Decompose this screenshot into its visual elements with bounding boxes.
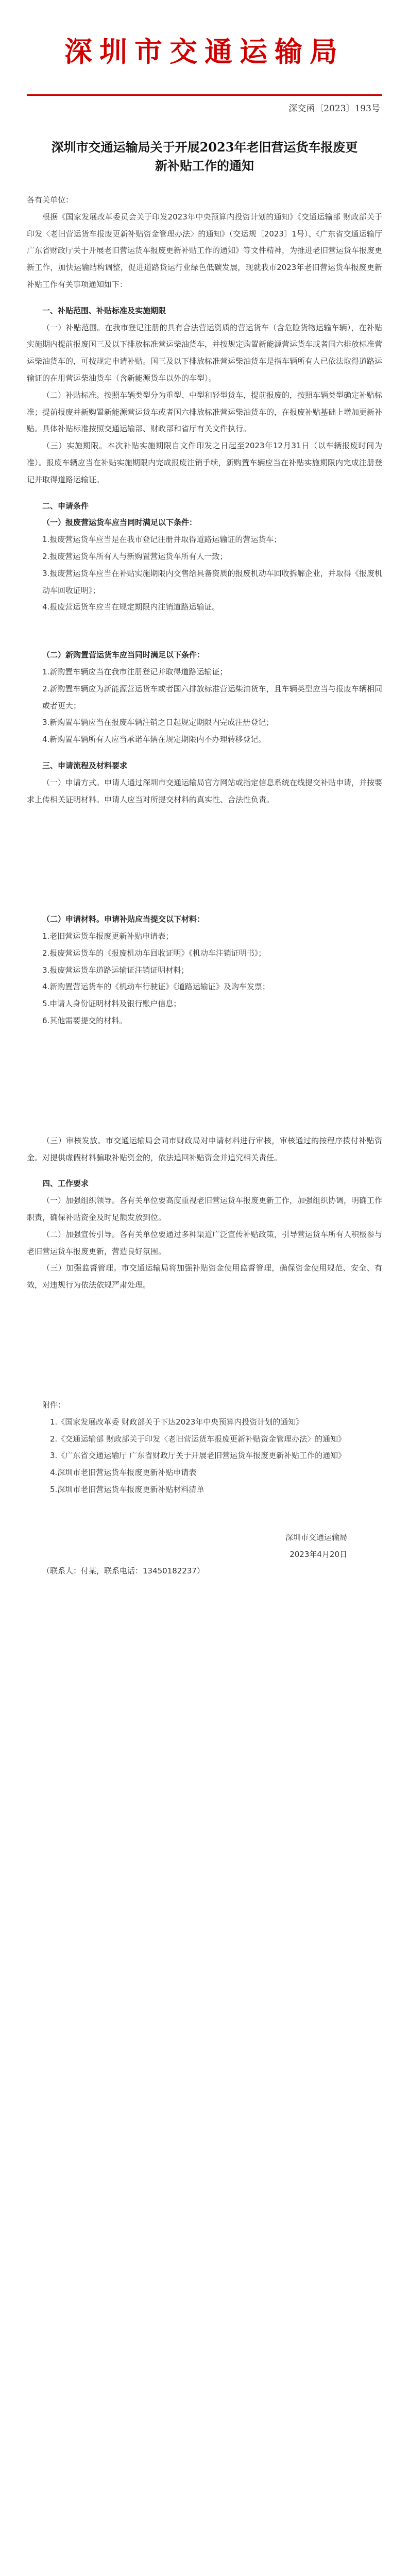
paragraph-scope: （一）补贴范围。在我市登记注册的具有合法营运资质的营运货车（含危险货物运输车辆），在补贴实施期内提前报废国三及以下排放标准营运柴油货车，并按规定购置新能源营运货车或者国六排放标准营运柴油货车的，可按规定申请补贴。国三及以下排放标准营运柴油货车是指车辆所有人已依法取得道路运输证的在用营运柴油货车（含新能源货车以外的车型）。 — [27, 323, 383, 383]
paragraph-publicity: （二）加强宣传引导。各有关单位要通过多种渠道广泛宣传补贴政策，引导营运货车所有人积极参与老旧营运货车报废更新，营造良好氛围。 — [27, 1229, 383, 1256]
document-number: 深交函〔2023〕193号 — [288, 104, 380, 114]
list-item: 2.报废营运货车的《报废机动车回收证明》《机动车注销证明书》； — [42, 948, 266, 958]
paragraph-apply-method: （一）申请方式。申请人通过深圳市交通运输局官方网站或指定信息系统在线提交补贴申请，并按要求上传相关证明材料。申请人应当对所提交材料的真实性、合法性负责。 — [27, 777, 383, 804]
masthead — [0, 0, 409, 114]
list-item: 2.报废营运货车所有人与新购置营运货车所有人一致； — [42, 551, 228, 561]
paragraph-standard: （二）补贴标准。按照车辆类型分为重型、中型和轻型货车，提前报废的，按照车辆类型确定补贴标准；提前报废并新购置新能源营运货车或者国六排放标准营运柴油货车的，在报废补贴基础上增加更新补贴。具体补贴标准按照交通运输部、财政部和省厅有关文件执行。 — [27, 390, 383, 434]
signing-date: 2023年4月20日 — [289, 1549, 347, 1559]
contact-info: （联系人：付某，联系电话：13450182237） — [42, 1566, 204, 1576]
list-item: 3.报废营运货车应当在补贴实施期限内交售给具备资质的报废机动车回收拆解企业，并取得《报废机动车回收证明》； — [42, 568, 382, 595]
list-item: 4.新购置车辆所有人应当承诺车辆在规定期限内不办理转移登记。 — [42, 735, 266, 744]
list-item: 1.新购置车辆应当在我市注册登记并取得道路运输证； — [42, 667, 228, 676]
attachment-item[interactable]: 1.《国家发展改革委 财政部关于下达2023年中央预算内投资计划的通知》 — [50, 1417, 304, 1427]
document-body — [27, 192, 382, 1580]
list-item: 5.申请人身份证明材料及银行账户信息； — [42, 999, 181, 1009]
signature-block — [27, 1529, 382, 1563]
list-item: 4.报废营运货车应当在规定期限内注销道路运输证。 — [42, 602, 220, 612]
subheading-materials: （二）申请材料。申请补贴应当提交以下材料： — [42, 914, 205, 924]
paragraph-period: （三）实施期限。本次补贴实施期限自文件印发之日起至2023年12月31日（以车辆报废时间为准）。报废车辆应当在补贴实施期限内完成报废注销手续，新购置车辆应当在补贴实施期限内完成注册登记并取得道路运输证。 — [27, 441, 382, 484]
attachment-item[interactable]: 2.《交通运输部 财政部关于印发〈老旧营运货车报废更新补贴资金管理办法〉的通知》 — [50, 1434, 346, 1444]
salutation: 各有关单位： — [27, 195, 74, 205]
list-item: 1.老旧营运货车报废更新补贴申请表； — [42, 931, 174, 941]
list-item: 6.其他需要提交的材料。 — [42, 1016, 127, 1026]
list-item: 3.报废营运货车道路运输证注销证明材料； — [42, 965, 189, 975]
section-heading-2: 二、申请条件 — [42, 501, 89, 511]
signing-organization: 深圳市交通运输局 — [285, 1532, 347, 1542]
attachment-item[interactable]: 4.深圳市老旧营运货车报废更新补贴申请表 — [50, 1468, 197, 1478]
section-heading-3: 三、申请流程及材料要求 — [42, 760, 128, 770]
paragraph-leadership: （一）加强组织领导。各有关单位要高度重视老旧营运货车报废更新工作，加强组织协调，明确工作职责，确保补贴资金及时足额发放到位。 — [27, 1196, 383, 1223]
list-item: 2.新购置车辆应为新能源营运货车或者国六排放标准营运柴油货车，且车辆类型应当与报废车辆相同或者更大； — [42, 684, 382, 710]
attachment-item[interactable]: 3.《广东省交通运输厅 广东省财政厅关于开展老旧营运货车报废更新补贴工作的通知》 — [50, 1451, 346, 1461]
section-heading-1: 一、补贴范围、补贴标准及实施期限 — [42, 306, 166, 315]
section-heading-4: 四、工作要求 — [42, 1179, 89, 1189]
subheading-scrap-conditions: （一）报废营运货车应当同时满足以下条件： — [42, 518, 197, 528]
list-item: 4.新购置营运货车的《机动车行驶证》《道路运输证》及购车发票； — [42, 982, 270, 992]
subheading-new-vehicle-conditions: （二）新购置营运货车应当同时满足以下条件： — [42, 650, 205, 660]
document-title: 深圳市交通运输局关于开展2023年老旧营运货车报废更新补贴工作的通知 — [51, 140, 358, 173]
attachments-label: 附件： — [42, 1400, 66, 1410]
masthead-title: 深圳市交通运输局 — [64, 35, 345, 68]
list-item: 3.新购置车辆应当在报废车辆注销之日起规定期限内完成注册登记； — [42, 718, 274, 727]
paragraph-supervision: （三）加强监督管理。市交通运输局将加强补贴资金使用监督管理，确保资金使用规范、安全、有效，对违规行为依法依规严肃处理。 — [27, 1263, 382, 1290]
intro-paragraph: 根据《国家发展改革委员会关于印发2023年中央预算内投资计划的通知》《交通运输部 财政部关于印发〈老旧营运货车报废更新补贴资金管理办法〉的通知》（交运规〔2023〕1号）、《广东省交通运输厅 广东省财政厅关于开展老旧营运货车报废更新补贴工作的通知》等文件精神，为推进老旧营运货车报废更新工作，加快运输结构调整，促进道路货运行业绿色低碳发展，现就我市2023年老旧营运货车报废更新补贴工作有关事项通知如下： — [27, 212, 383, 289]
paragraph-review: （三）审核发放。市交通运输局会同市财政局对申请材料进行审核，审核通过的按程序拨付补贴资金。对提供虚假材料骗取补贴资金的，依法追回补贴资金并追究相关责任。 — [27, 1136, 382, 1162]
list-item: 1.报废营运货车应当是在我市登记注册并取得道路运输证的营运货车； — [42, 535, 282, 545]
attachment-item[interactable]: 5.深圳市老旧营运货车报废更新补贴材料清单 — [50, 1485, 204, 1495]
masthead-red-rule — [27, 94, 382, 96]
